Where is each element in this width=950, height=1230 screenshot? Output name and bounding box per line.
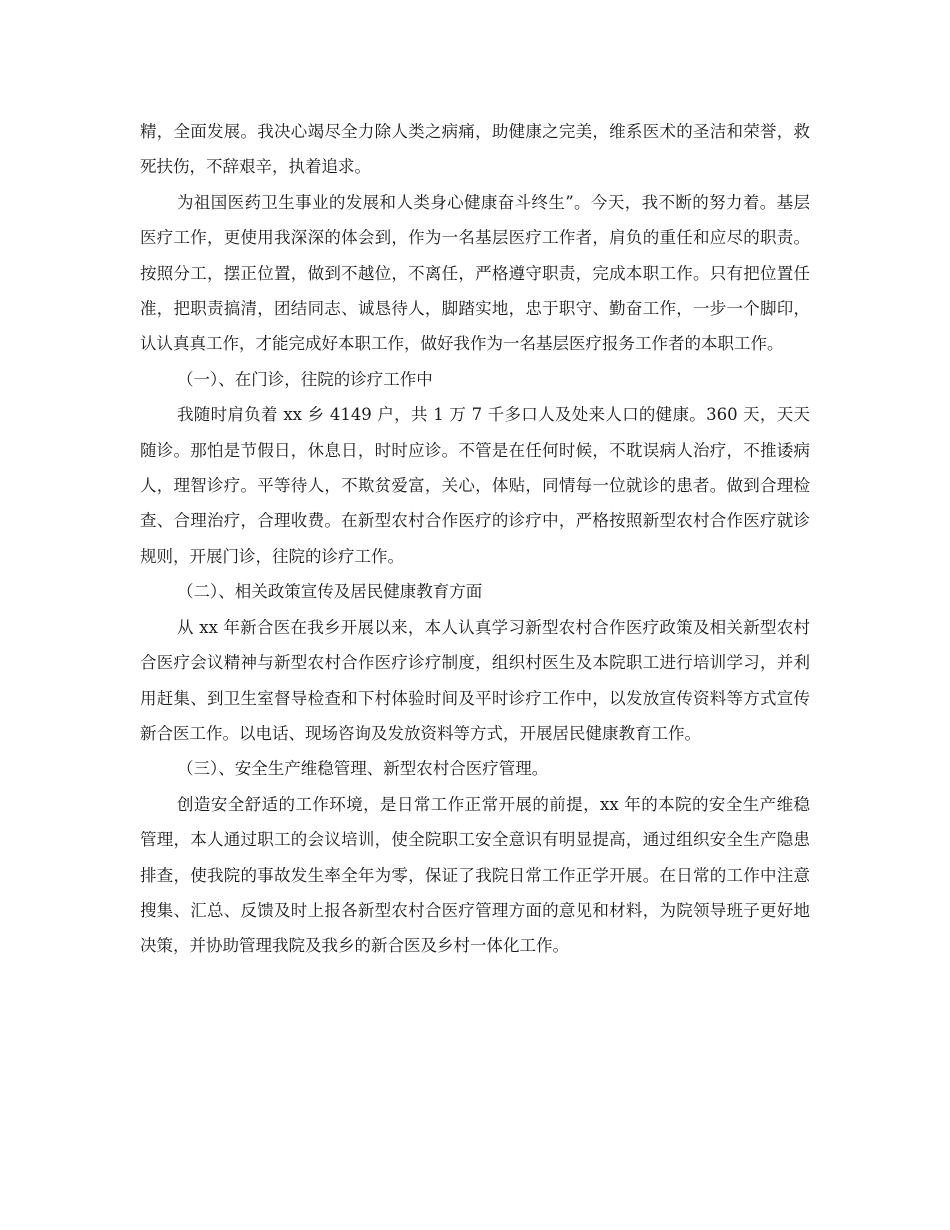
section-heading-3: （三）、安全生产维稳管理、新型农村合医疗管理。 bbox=[177, 759, 549, 779]
paragraph-duty: 为祖国医药卫生事业的发展和人类身心健康奋斗终生”。今天，我不断的努力着。基层医疗工作，更使用我深深的体会到，作为一名基层医疗工作者，肩负的重任和应尽的职责。按照分工，摆正位置，做到不越位，不离任，严格遵守职责，完成本职工作。只有把位置任准，把职责搞清，团结同志、诚恳待人，脚踏实地，忠于职守、勤奋工作，一步一个脚印，认认真真工作，才能完成好本职工作，做好我作为一名基层医疗报务工作者的本职工作。 bbox=[140, 192, 810, 354]
section-heading-2: （二）、相关政策宣传及居民健康教育方面 bbox=[177, 582, 483, 602]
paragraph-safety: 创造安全舒适的工作环境，是日常工作正常开展的前提，xx 年的本院的安全生产维稳管理，本人通过职工的会议培训，使全院职工安全意识有明显提高，通过组织安全生产隐患排查，使我院的事故发生率全年为零，保证了我院日常工作正学开展。在日常的工作中注意搜集、汇总、反馈及时上报各新型农村合医疗管理方面的意见和材料，为院领导班子更好地决策，并协助管理我院及我乡的新合医及乡村一体化工作。 bbox=[140, 794, 810, 956]
section-heading-1: （一）、在门诊，往院的诊疗工作中 bbox=[177, 369, 433, 389]
paragraph-continuation: 精，全面发展。我决心竭尽全力除人类之病痛，助健康之完美，维系医术的圣洁和荣誉，救死扶伤，不辞艰辛，执着追求。 bbox=[140, 122, 810, 177]
paragraph-outpatient: 我随时肩负着 xx 乡 4149 户，共 1 万 7 千多口人及处来人口的健康。360 天，天天随诊。那怕是节假日，休息日，时时应诊。不管是在任何时候，不耽误病人治疗，不推诿病人，理智诊疗。平等待人，不欺贫爱富，关心，体贴，同情每一位就诊的患者。做到合理检查、合理治疗，合理收费。在新型农村合作医疗的诊疗中，严格按照新型农村合作医疗就诊规则，开展门诊，往院的诊疗工作。 bbox=[140, 405, 810, 566]
paragraph-policy: 从 xx 年新合医在我乡开展以来，本人认真学习新型农村合作医疗政策及相关新型农村合医疗会议精神与新型农村合作医疗诊疗制度，组织村医生及本院职工进行培训学习，并利用赶集、到卫生室督导检查和下村体验时间及平时诊疗工作中，以发放宣传资料等方式宣传新合医工作。以电话、现场咨询及发放资料等方式，开展居民健康教育工作。 bbox=[140, 617, 810, 743]
